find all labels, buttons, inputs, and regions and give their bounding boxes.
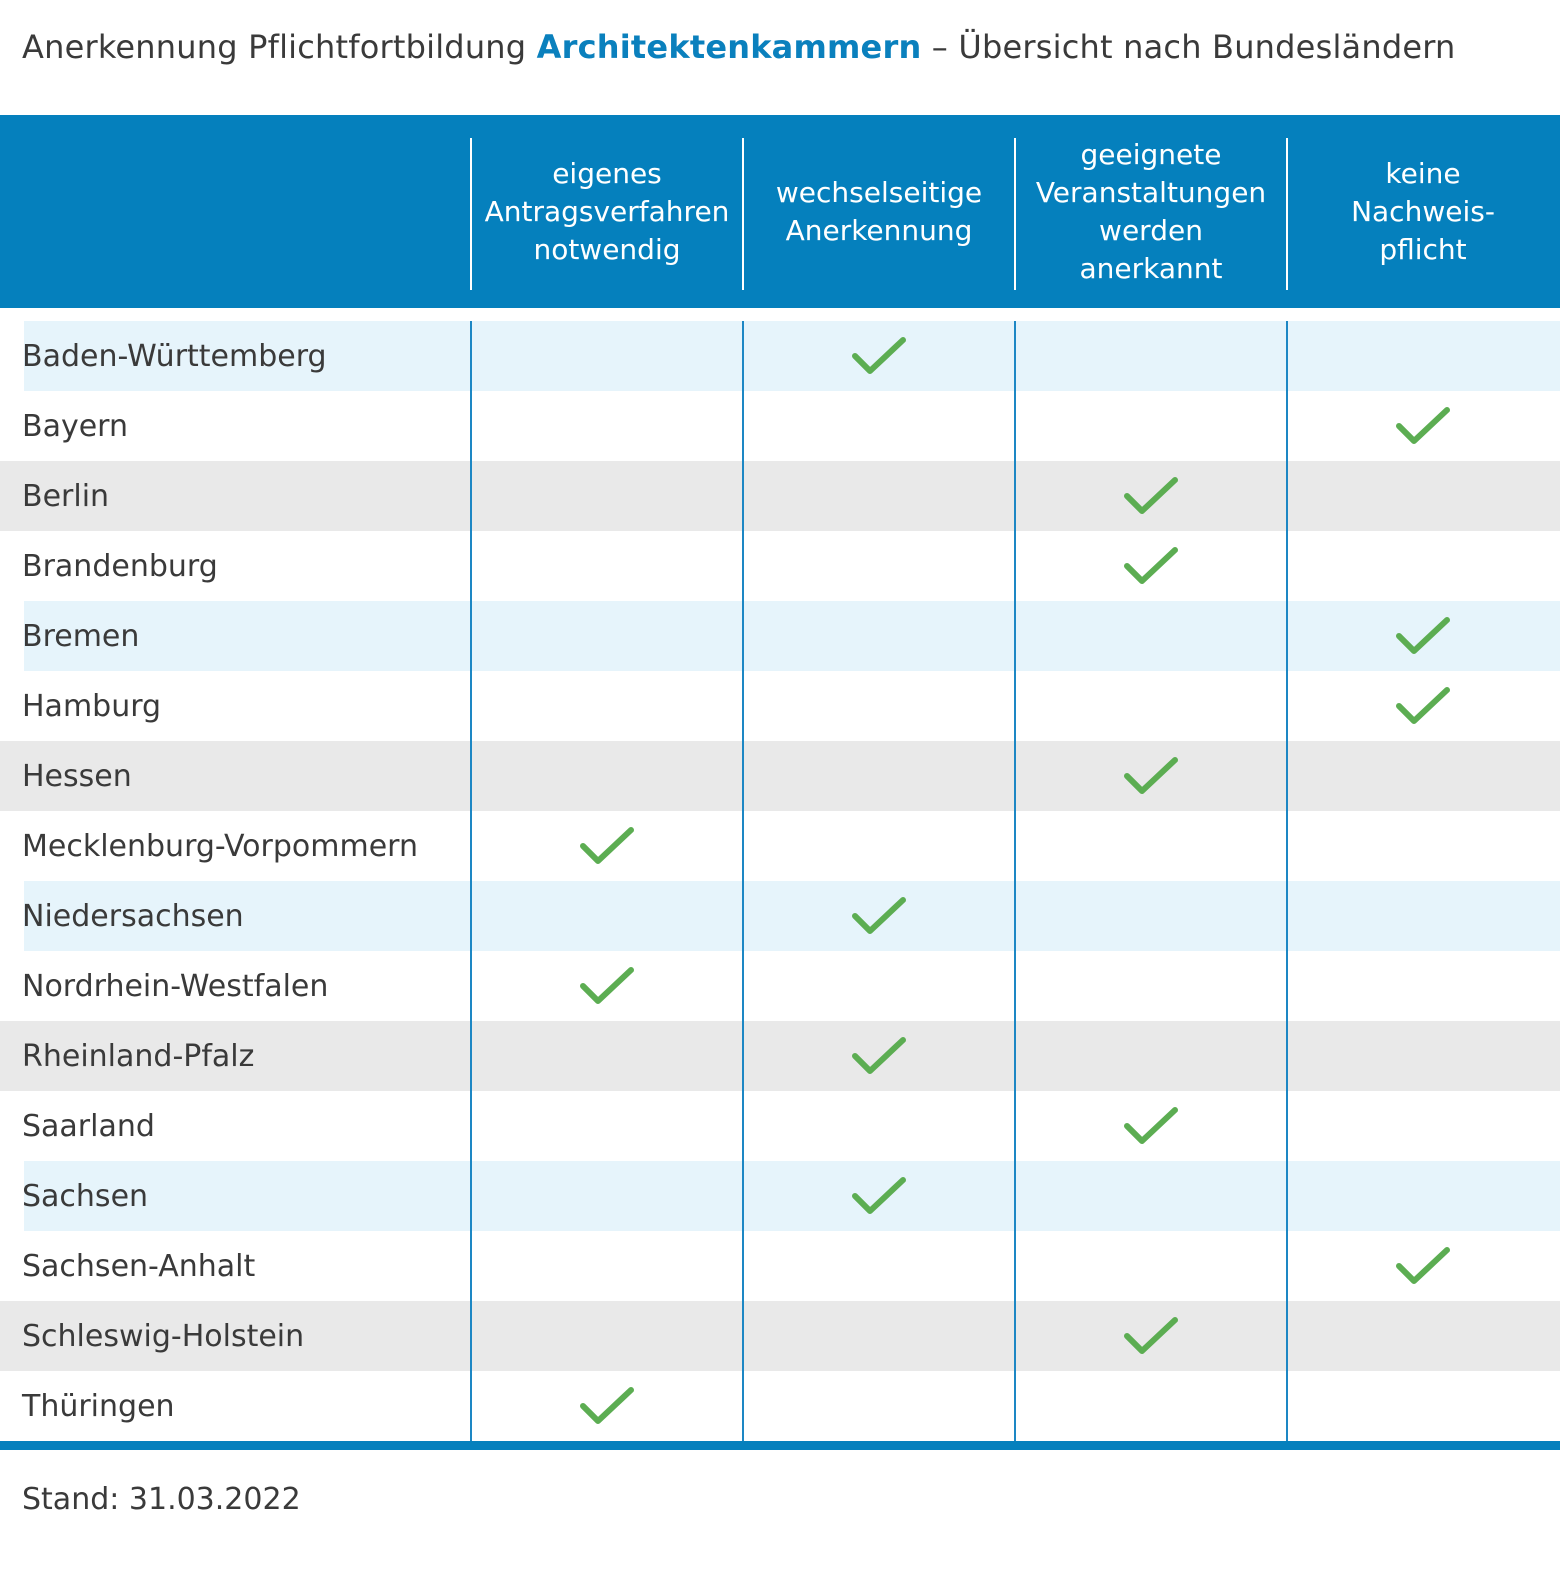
row-background [24,531,1560,601]
table-row [0,1091,1560,1161]
state-name: Sachsen [22,1179,149,1214]
row-background [24,1161,1560,1231]
state-name: Sachsen-Anhalt [22,1249,256,1284]
column-header-eigenes-antragsverfahren: eigenes Antragsverfahren notwendig [484,156,730,266]
check-icon [1123,1314,1179,1358]
table-header [0,115,1560,308]
state-name: Nordrhein-Westfalen [22,969,329,1004]
check-icon [851,1034,907,1078]
column-divider [1014,321,1016,1441]
page-title [22,28,1456,66]
table-row [0,811,1560,881]
table-row [0,881,1560,951]
table-row [0,531,1560,601]
check-icon [1395,404,1451,448]
header-divider [1286,138,1288,290]
state-name: Saarland [22,1109,155,1144]
state-name: Bayern [22,409,128,444]
footer-date: Stand: 31.03.2022 [22,1482,301,1517]
table-row [0,1161,1560,1231]
table-row [0,1371,1560,1441]
state-name: Hessen [22,759,132,794]
check-icon [579,824,635,868]
table-row [0,671,1560,741]
row-background [24,671,1560,741]
title-prefix: Anerkennung Pflichtfortbildung [22,28,537,66]
table-row [0,601,1560,671]
check-icon [851,334,907,378]
row-background [24,601,1560,671]
column-divider [470,321,472,1441]
table-row [0,1231,1560,1301]
check-icon [579,1384,635,1428]
state-name: Rheinland-Pfalz [22,1039,255,1074]
state-name: Mecklenburg-Vorpommern [22,829,418,864]
check-icon [851,894,907,938]
column-header-keine-nachweispflicht: keine Nachweis- pflicht [1351,156,1495,266]
table-body [0,321,1560,1441]
state-name: Brandenburg [22,549,218,584]
header-divider [742,138,744,290]
check-icon [1123,1104,1179,1148]
row-background [24,881,1560,951]
row-background [24,1091,1560,1161]
check-icon [579,964,635,1008]
check-icon [1123,544,1179,588]
column-divider [742,321,744,1441]
title-suffix: – Übersicht nach Bundesländern [921,28,1456,66]
check-icon [851,1174,907,1218]
row-background [24,391,1560,461]
state-name: Schleswig-Holstein [22,1319,305,1354]
table-row [0,321,1560,391]
header-divider [1014,138,1016,290]
table-bottom-rule [0,1441,1560,1450]
state-name: Niedersachsen [22,899,244,934]
check-icon [1395,1244,1451,1288]
state-name: Berlin [22,479,110,514]
column-divider [1286,321,1288,1441]
table-row [0,391,1560,461]
state-name: Thüringen [22,1389,175,1424]
state-name: Bremen [22,619,140,654]
header-divider [470,138,472,290]
check-icon [1395,614,1451,658]
column-header-geeignete-veranstaltungen: geeignete Veranstaltungen werden anerkannt [1035,137,1267,285]
column-header-wechselseitige-anerkennung: wechselseitige Anerkennung [775,175,983,247]
check-icon [1123,754,1179,798]
title-highlight: Architektenkammern [536,28,922,66]
table-row [0,741,1560,811]
state-name: Hamburg [22,689,162,724]
table-row [0,461,1560,531]
row-background [24,1371,1560,1441]
row-background [0,461,1560,531]
check-icon [1123,474,1179,518]
table-row [0,951,1560,1021]
table-row [0,1021,1560,1091]
table-row [0,1301,1560,1371]
row-background [0,741,1560,811]
state-name: Baden-Württemberg [22,339,327,374]
check-icon [1395,684,1451,728]
